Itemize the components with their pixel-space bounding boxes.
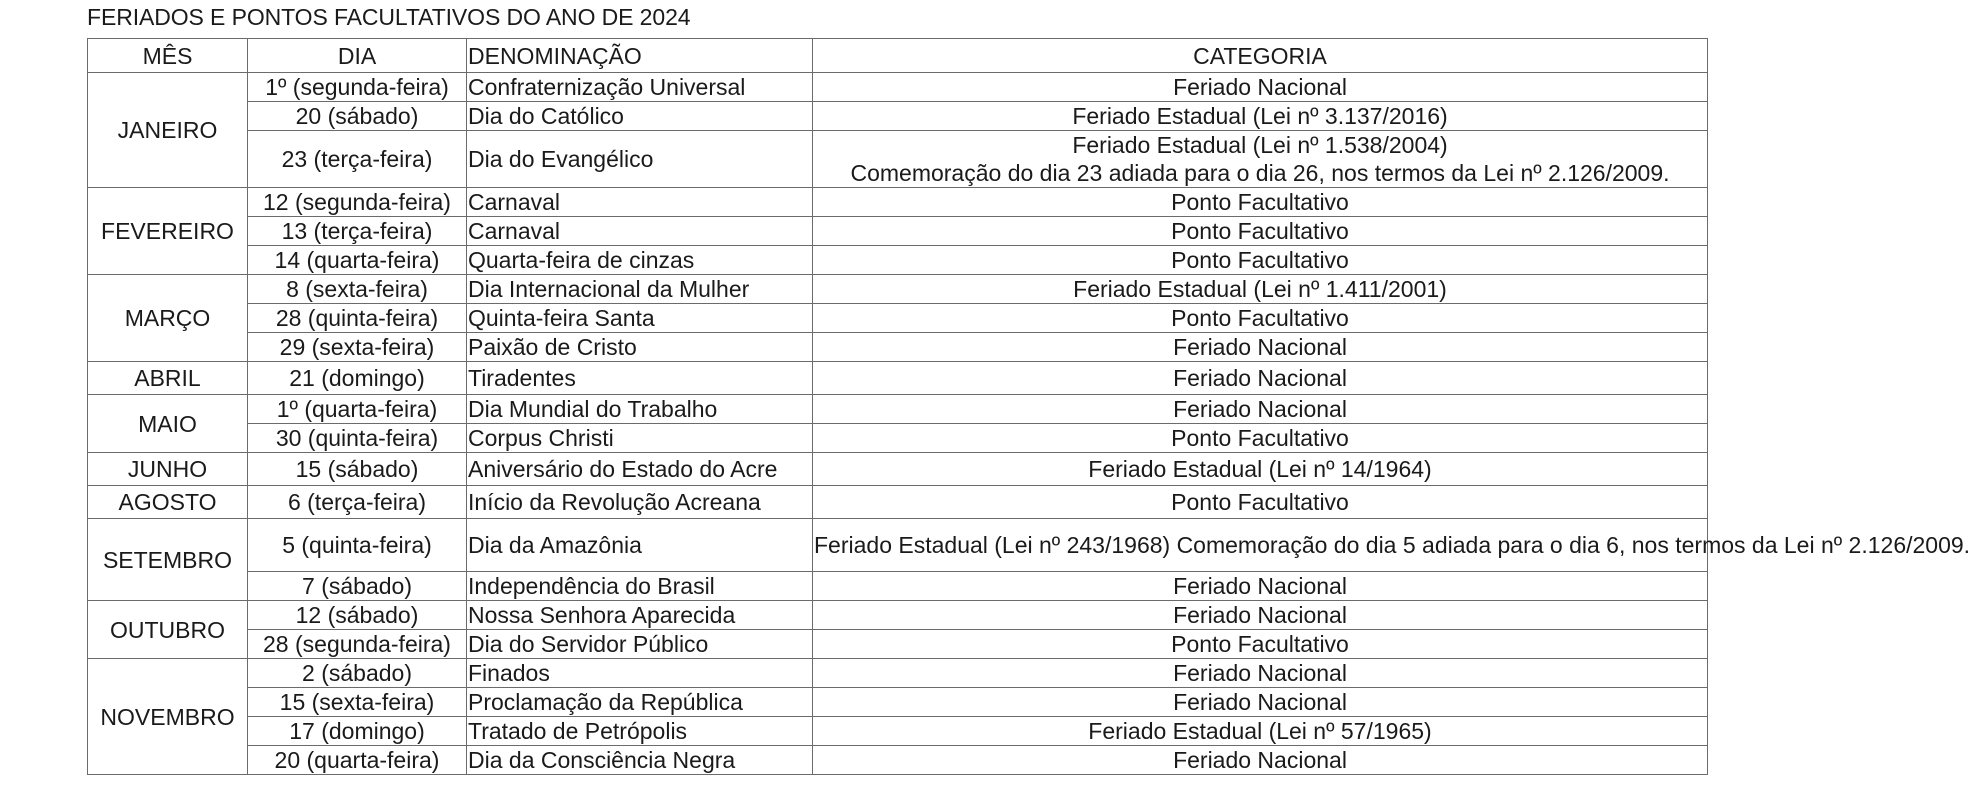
name-cell: Finados (467, 659, 813, 688)
month-cell: FEVEREIRO (88, 188, 248, 275)
name-cell: Dia Internacional da Mulher (467, 275, 813, 304)
category-cell: Ponto Facultativo (813, 304, 1708, 333)
table-body (88, 73, 1970, 775)
month-cell: JANEIRO (88, 73, 248, 188)
table-row (88, 188, 1708, 217)
month-cell: MARÇO (88, 275, 248, 362)
table-row (88, 453, 1708, 486)
header-category: CATEGORIA (813, 39, 1708, 73)
table-row (88, 102, 1708, 131)
name-cell: Dia Mundial do Trabalho (467, 395, 813, 424)
category-cell: Feriado Nacional (813, 73, 1708, 102)
category-cell: Feriado Estadual (Lei nº 1.411/2001) (813, 275, 1708, 304)
month-cell: NOVEMBRO (88, 659, 248, 775)
category-cell: Ponto Facultativo (813, 217, 1708, 246)
day-cell: 6 (terça-feira) (248, 486, 467, 519)
name-cell: Corpus Christi (467, 424, 813, 453)
category-note: Comemoração do dia 23 adiada para o dia 26, nos termos da Lei nº 2.126/2009. (850, 160, 1670, 186)
name-cell: Confraternização Universal (467, 73, 813, 102)
table-row (88, 304, 1708, 333)
name-cell: Aniversário do Estado do Acre (467, 453, 813, 486)
category-cell: Feriado Nacional (813, 362, 1708, 395)
day-cell: 14 (quarta-feira) (248, 246, 467, 275)
category-cell: Feriado Estadual (Lei nº 57/1965) (813, 717, 1708, 746)
name-cell: Quarta-feira de cinzas (467, 246, 813, 275)
name-cell: Dia da Consciência Negra (467, 746, 813, 775)
day-cell: 12 (sábado) (248, 601, 467, 630)
name-cell: Nossa Senhora Aparecida (467, 601, 813, 630)
table-row (88, 362, 1708, 395)
category-cell: Ponto Facultativo (813, 486, 1708, 519)
table-row (88, 246, 1708, 275)
table-row (88, 486, 1708, 519)
month-cell: SETEMBRO (88, 519, 248, 601)
day-cell: 21 (domingo) (248, 362, 467, 395)
name-cell: Tiradentes (467, 362, 813, 395)
header-month: MÊS (88, 39, 248, 73)
day-cell: 17 (domingo) (248, 717, 467, 746)
day-cell: 28 (segunda-feira) (248, 630, 467, 659)
day-cell: 7 (sábado) (248, 572, 467, 601)
category-cell: Feriado Nacional (813, 746, 1708, 775)
name-cell: Carnaval (467, 188, 813, 217)
category-cell: Feriado Nacional (813, 601, 1708, 630)
table-row (88, 746, 1708, 775)
table-row (88, 659, 1708, 688)
table-row (88, 395, 1708, 424)
name-cell: Proclamação da República (467, 688, 813, 717)
table-row (88, 424, 1708, 453)
category-cell: Ponto Facultativo (813, 188, 1708, 217)
day-cell: 20 (sábado) (248, 102, 467, 131)
day-cell: 28 (quinta-feira) (248, 304, 467, 333)
table-row (88, 688, 1708, 717)
day-cell: 30 (quinta-feira) (248, 424, 467, 453)
name-cell: Independência do Brasil (467, 572, 813, 601)
category-cell: Feriado Estadual (Lei nº 3.137/2016) (813, 102, 1708, 131)
category-cell: Feriado Nacional (813, 659, 1708, 688)
category-cell: Ponto Facultativo (813, 630, 1708, 659)
header-name: DENOMINAÇÃO (467, 39, 813, 73)
day-cell: 12 (segunda-feira) (248, 188, 467, 217)
month-cell: AGOSTO (88, 486, 248, 519)
month-cell: OUTUBRO (88, 601, 248, 659)
day-cell: 5 (quinta-feira) (248, 519, 467, 572)
table-row (88, 333, 1708, 362)
day-cell: 8 (sexta-feira) (248, 275, 467, 304)
table-row (88, 217, 1708, 246)
table-row (88, 601, 1708, 630)
day-cell: 29 (sexta-feira) (248, 333, 467, 362)
name-cell: Tratado de Petrópolis (467, 717, 813, 746)
table-header-row (88, 39, 1708, 73)
category-cell: Ponto Facultativo (813, 424, 1708, 453)
category-cell: Feriado Estadual (Lei nº 243/1968) Comemoração do dia 5 adiada para o dia 6, nos termos da Lei nº 2.126/2009. (813, 519, 1708, 572)
category-cell: Feriado Nacional (813, 333, 1708, 362)
table-row (88, 131, 1708, 188)
name-cell: Dia da Amazônia (467, 519, 813, 572)
category-cell: Feriado Nacional (813, 395, 1708, 424)
table-row (88, 717, 1708, 746)
name-cell: Paixão de Cristo (467, 333, 813, 362)
table-row (88, 572, 1708, 601)
name-cell: Dia do Católico (467, 102, 813, 131)
name-cell: Quinta-feira Santa (467, 304, 813, 333)
table-row (88, 630, 1708, 659)
day-cell: 13 (terça-feira) (248, 217, 467, 246)
month-cell: MAIO (88, 395, 248, 453)
category-text: Feriado Estadual (Lei nº 1.538/2004) (1072, 132, 1448, 158)
table-row (88, 275, 1708, 304)
month-cell: ABRIL (88, 362, 248, 395)
name-cell: Dia do Servidor Público (467, 630, 813, 659)
day-cell: 15 (sexta-feira) (248, 688, 467, 717)
name-cell: Dia do Evangélico (467, 131, 813, 188)
day-cell: 1º (segunda-feira) (248, 73, 467, 102)
day-cell: 20 (quarta-feira) (248, 746, 467, 775)
category-cell: Feriado Nacional (813, 572, 1708, 601)
holidays-table (87, 38, 1970, 775)
category-cell: Feriado Nacional (813, 688, 1708, 717)
category-cell: Ponto Facultativo (813, 246, 1708, 275)
day-cell: 1º (quarta-feira) (248, 395, 467, 424)
month-cell: JUNHO (88, 453, 248, 486)
header-day: DIA (248, 39, 467, 73)
name-cell: Início da Revolução Acreana (467, 486, 813, 519)
name-cell: Carnaval (467, 217, 813, 246)
day-cell: 23 (terça-feira) (248, 131, 467, 188)
table-row (88, 519, 1708, 572)
category-cell (813, 131, 1708, 188)
category-cell: Feriado Estadual (Lei nº 14/1964) (813, 453, 1708, 486)
page-title: FERIADOS E PONTOS FACULTATIVOS DO ANO DE 2024 (87, 4, 691, 30)
day-cell: 15 (sábado) (248, 453, 467, 486)
table-row (88, 73, 1708, 102)
day-cell: 2 (sábado) (248, 659, 467, 688)
